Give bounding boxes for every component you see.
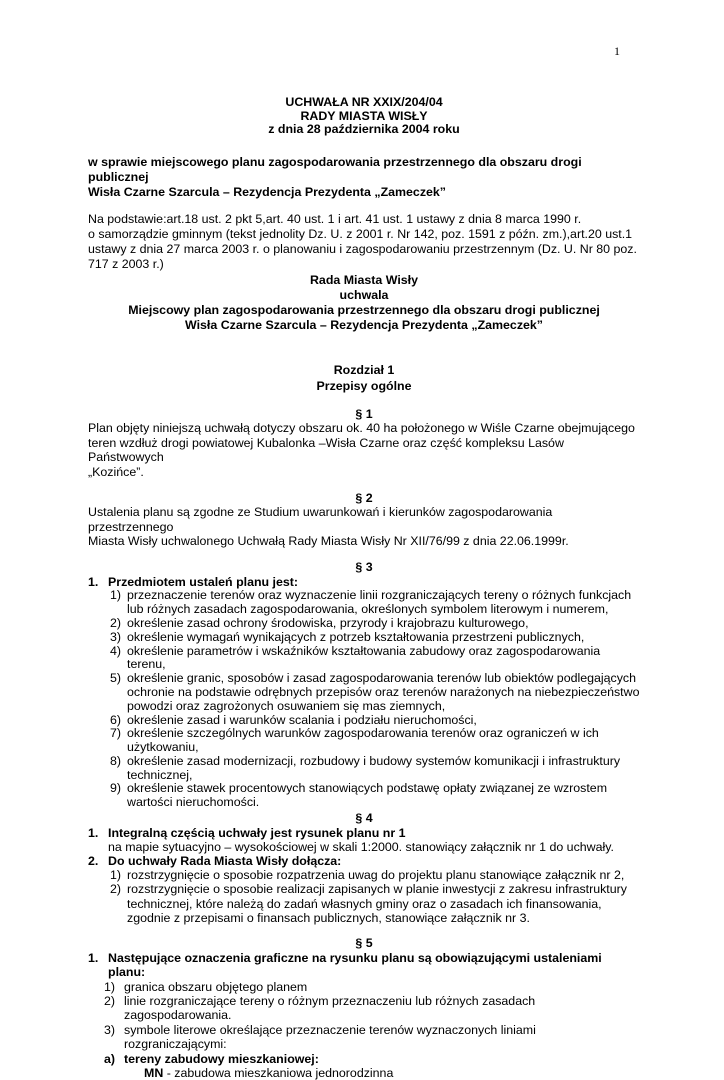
list-text: granica obszaru objętego planem: [124, 979, 308, 994]
zoning-description: - zabudowa mieszkaniowa jednorodzinna: [163, 1065, 394, 1080]
list-text: powodzi oraz zagrożonych osuwaniem się mas ziemnych,: [127, 698, 446, 713]
list-text: technicznej, które należą do zadań własnych gminy oraz o zasadach ich finansowania,: [127, 896, 602, 911]
list-number: 1.: [88, 950, 99, 965]
chapter-subtitle: Przepisy ogólne: [316, 379, 412, 393]
resolves-block: [88, 273, 640, 334]
list-text: zgodnie z przepisami o finansach publicznych, stanowiące załącznik nr 3.: [127, 910, 530, 925]
list-text: linie rozgraniczające tereny o różnym przeznaczeniu lub różnych zasadach zagospodarowania.: [124, 993, 536, 1023]
list-text: określenie zasad modernizacji, rozbudowy i budowy systemów komunikacji i infrastruktury: [127, 753, 621, 768]
list-text: rozstrzygnięcie o sposobie rozpatrzenia uwag do projektu planu stanowiące załącznik nr 2,: [127, 868, 625, 883]
list-number: 4): [110, 643, 122, 658]
plan-title: Wisła Czarne Szarcula – Rezydencja Prezydenta „Zameczek”: [185, 318, 543, 333]
resolves-label: uchwala: [339, 287, 389, 302]
resolution-subject: [88, 155, 640, 200]
page-number: 1: [614, 44, 620, 58]
list-number: 1): [110, 868, 122, 883]
list-number: 7): [110, 726, 122, 741]
section-text: teren wzdłuż drogi powiatowej Kubalonka –Wisła Czarne oraz część kompleksu Lasów Państwowych: [88, 435, 564, 465]
list-number: 1): [104, 979, 116, 994]
section-2: [88, 492, 640, 549]
list-number: 1.: [88, 825, 99, 840]
list-number: 3): [104, 1022, 116, 1037]
zoning-code: MN: [144, 1065, 164, 1080]
list-text: określenie parametrów i wskaźników kształtowania zabudowy oraz zagospodarowania terenu,: [127, 643, 601, 672]
basis-line: o samorządzie gminnym (tekst jednolity Dz. U. z 2001 r. Nr 142, poz. 1591 z późn. zm.),art.20 ust.1: [88, 226, 633, 241]
section-heading: § 1: [355, 406, 373, 421]
list-item: [88, 882, 640, 925]
list-text: określenie wymagań wynikających z potrzeb kształtowania przestrzeni publicznych,: [127, 629, 585, 644]
basis-line: Na podstawie:art.18 ust. 2 pkt 5,art. 40 ust. 1 i art. 41 ust. 1 ustawy z dnia 8 marca 1990 r.: [88, 211, 582, 226]
list-item: [88, 1023, 640, 1052]
section-heading: § 4: [355, 811, 373, 826]
subject-line: w sprawie miejscowego planu zagospodarowania przestrzennego dla obszaru drogi publicznej: [88, 154, 582, 184]
list-text: rozstrzygnięcie o sposobie realizacji zapisanych w planie inwestycji z zakresu infrastruktury: [127, 882, 627, 897]
resolution-number: UCHWAŁA NR XXIX/204/04: [285, 95, 443, 109]
list-text: symbole literowe określające przeznaczenie terenów wyznaczonych liniami rozgraniczającymi:: [124, 1022, 536, 1052]
list-number: 5): [110, 671, 122, 686]
list-item: [88, 980, 640, 994]
list-item: [88, 782, 640, 810]
list-text: użytkowaniu,: [127, 740, 199, 755]
list-text: lub różnych zasadach zagospodarowania, określonych symbolem literowym i numerem,: [127, 602, 609, 617]
basis-line: 717 z 2003 r.): [88, 257, 164, 272]
document-body: [88, 96, 640, 1080]
subject-line: Wisła Czarne Szarcula – Rezydencja Prezydenta „Zameczek”: [88, 184, 446, 199]
list-number: 1): [110, 588, 122, 603]
list-text: określenie zasad i warunków scalania i podziału nieruchomości,: [127, 712, 477, 727]
section-text: „Kozińce”.: [88, 464, 144, 479]
list-item: [88, 994, 640, 1023]
list-text: określenie szczególnych warunków zagospodarowania terenów oraz ograniczeń w ich: [127, 726, 599, 741]
list-number: 6): [110, 712, 122, 727]
list-item: [88, 645, 640, 673]
resolution-header: [88, 96, 640, 137]
list-text: przeznaczenie terenów oraz wyznaczenie linii rozgraniczających tereny o różnych funkcjach: [127, 588, 632, 603]
list-item: [88, 951, 640, 980]
list-number: 2): [104, 993, 116, 1008]
list-title: Integralną częścią uchwały jest rysunek planu nr 1: [108, 825, 406, 840]
section-text: Miasta Wisły uchwalonego Uchwałą Rady Miasta Wisły Nr XII/76/99 z dnia 22.06.1999r.: [88, 534, 569, 549]
list-item: [88, 755, 640, 783]
list-item: [88, 826, 640, 840]
section-1: [88, 408, 640, 480]
list-item: [88, 589, 640, 617]
basis-line: ustawy z dnia 27 marca 2003 r. o planowaniu i zagospodarowaniu przestrzennym (Dz. U. Nr 80 poz.: [88, 242, 637, 257]
list-title: tereny zabudowy mieszkaniowej:: [124, 1051, 319, 1066]
section-heading: § 3: [355, 559, 373, 574]
list-item: [88, 854, 640, 868]
list-number: 9): [110, 781, 122, 796]
resolution-date: z dnia 28 października 2004 roku: [268, 122, 460, 137]
section-5: [88, 937, 640, 1080]
list-number: 1.: [88, 574, 99, 589]
list-text: określenie granic, sposobów i zasad zagospodarowania terenów lub obiektów podlegających: [127, 671, 637, 686]
council-label: Rada Miasta Wisły: [309, 272, 418, 287]
list-text: określenie zasad ochrony środowiska, przyrody i krajobrazu kulturowego,: [127, 615, 529, 630]
list-number: 2): [110, 882, 122, 897]
section-heading: § 2: [355, 490, 373, 505]
legal-basis: [88, 212, 640, 273]
section-text: Ustalenia planu są zgodne ze Studium uwarunkowań i kierunków zagospodarowania przestrzennego: [88, 505, 553, 534]
list-item: [88, 631, 640, 645]
chapter-heading: [88, 363, 640, 394]
section-4: [88, 812, 640, 925]
list-text: ochronie na podstawie odrębnych przepisów oraz terenów narażonych na niebezpieczeństwo: [127, 684, 640, 699]
list-number: 8): [110, 753, 122, 768]
list-item: [88, 672, 640, 713]
list-text: na mapie sytuacyjno – wysokościowej w skali 1:2000. stanowiący załącznik nr 1 do uchwały.: [108, 839, 614, 854]
zoning-symbol-row: [88, 1066, 640, 1080]
list-item: [88, 714, 640, 728]
list-item: [88, 576, 640, 590]
list-number: 3): [110, 629, 122, 644]
list-text: wartości nieruchomości.: [127, 795, 260, 810]
list-title: Przedmiotem ustaleń planu jest:: [108, 574, 299, 589]
list-item: [88, 868, 640, 882]
list-text: technicznej,: [127, 767, 193, 782]
list-title: Następujące oznaczenia graficzne na rysunku planu są obowiązującymi ustaleniami planu:: [108, 950, 602, 980]
list-item: [88, 617, 640, 631]
chapter-title: Rozdział 1: [333, 363, 395, 378]
section-text: Plan objęty niniejszą uchwałą dotyczy obszaru ok. 40 ha położonego w Wiśle Czarne obejmującego: [88, 421, 635, 436]
list-item: [88, 1052, 640, 1066]
plan-title: Miejscowy plan zagospodarowania przestrzennego dla obszaru drogi publicznej: [128, 303, 600, 317]
section-heading: § 5: [355, 936, 373, 951]
list-text: określenie stawek procentowych stanowiących podstawę opłaty związanej ze wzrostem: [127, 781, 608, 796]
section-3: [88, 561, 640, 810]
list-number: 2.: [88, 854, 99, 869]
list-title: Do uchwały Rada Miasta Wisły dołącza:: [108, 854, 342, 869]
list-number: a): [104, 1051, 116, 1066]
council-name: RADY MIASTA WISŁY: [300, 108, 428, 123]
list-number: 2): [110, 615, 122, 630]
list-item: [88, 727, 640, 755]
